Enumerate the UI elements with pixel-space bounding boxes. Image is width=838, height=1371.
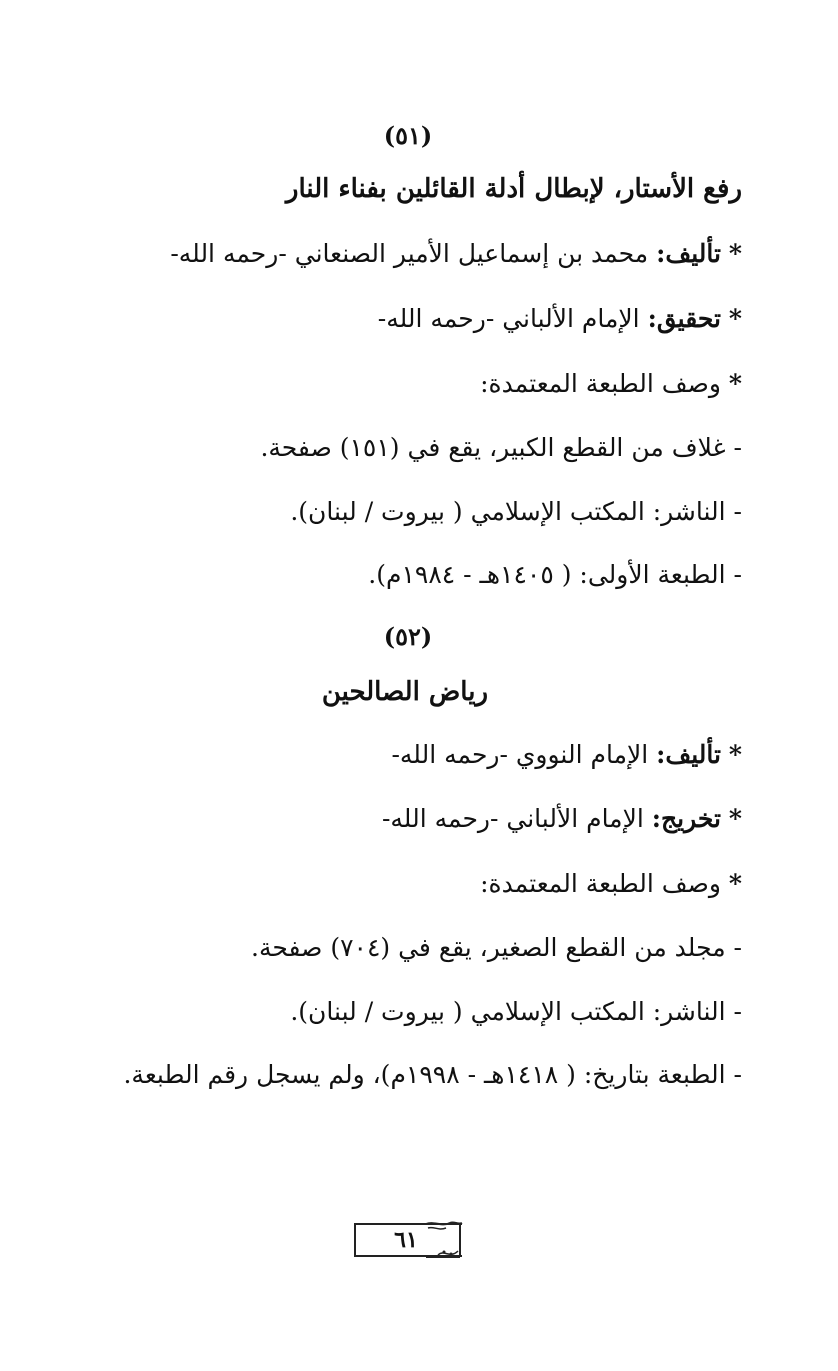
bullet-star: * — [728, 239, 742, 268]
page-number-frame — [354, 1219, 464, 1261]
bullet-star: * — [728, 369, 742, 398]
edition-label: وصف الطبعة المعتمدة: — [480, 869, 721, 898]
book-title: رفع الأستار، لإبطال أدلة القائلين بفناء النار — [285, 174, 742, 204]
page-number: ٦١ — [394, 1227, 418, 1253]
editor-line — [378, 301, 742, 337]
bullet-star: * — [728, 869, 742, 898]
edition-detail: - غلاف من القطع الكبير، يقع في (١٥١) صفحة. — [260, 433, 742, 462]
editor-line — [382, 801, 742, 837]
author-value: محمد بن إسماعيل الأمير الصنعاني -رحمه الله- — [170, 239, 649, 268]
edition-detail: - مجلد من القطع الصغير، يقع في (٧٠٤) صفحة. — [251, 933, 742, 962]
edition-detail: - الطبعة بتاريخ: ( ١٤١٨هـ - ١٩٩٨م)، ولم يسجل رقم الطبعة. — [123, 1060, 742, 1089]
author-line — [391, 737, 742, 773]
edition-detail: - الطبعة الأولى: ( ١٤٠٥هـ - ١٩٨٤م). — [368, 560, 742, 589]
corner-ornament-icon — [424, 1219, 464, 1261]
edition-heading — [480, 366, 742, 402]
author-label: تأليف: — [656, 740, 721, 769]
author-label: تأليف: — [656, 239, 721, 268]
author-value: الإمام النووي -رحمه الله- — [391, 740, 649, 769]
edition-label: وصف الطبعة المعتمدة: — [480, 369, 721, 398]
edition-detail: - الناشر: المكتب الإسلامي ( بيروت / لبنان). — [290, 497, 742, 526]
editor-value: الإمام الألباني -رحمه الله- — [381, 804, 644, 833]
bullet-star: * — [728, 804, 742, 833]
edition-detail: - الناشر: المكتب الإسلامي ( بيروت / لبنان). — [290, 997, 742, 1026]
book-title: رياض الصالحين — [321, 677, 488, 707]
author-line — [170, 236, 742, 272]
entry-number: (٥١) — [383, 121, 433, 150]
bullet-star: * — [728, 304, 742, 333]
bullet-star: * — [728, 740, 742, 769]
editor-label: تحقيق: — [647, 304, 721, 333]
editor-label: تخريج: — [651, 804, 721, 833]
editor-value: الإمام الألباني -رحمه الله- — [377, 304, 640, 333]
edition-heading — [480, 866, 742, 902]
entry-number: (٥٢) — [383, 622, 433, 651]
